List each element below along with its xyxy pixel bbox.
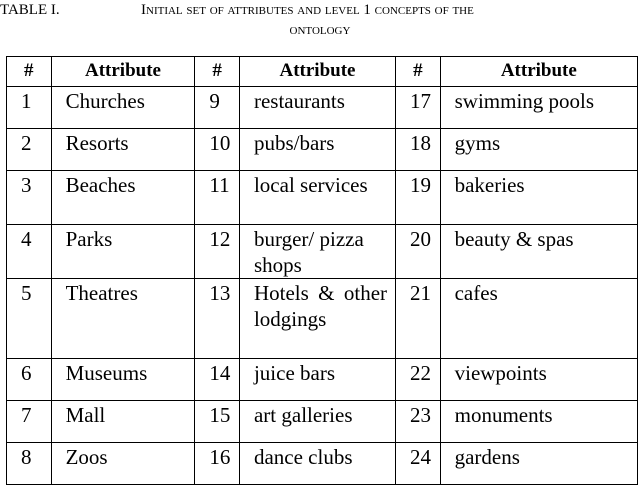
attribute-cell: gardens (440, 443, 637, 485)
table-row (7, 171, 638, 225)
row-number: 12 (195, 225, 240, 279)
attribute-cell: beauty & spas (440, 225, 637, 279)
attribute-cell: gyms (440, 129, 637, 171)
row-number: 9 (195, 87, 240, 129)
table-row (7, 359, 638, 401)
table-title-line1: Initial set of attributes and level 1 concepts of the (141, 2, 474, 18)
table-row (7, 279, 638, 359)
attribute-cell: Theatres (51, 279, 195, 359)
row-number: 14 (195, 359, 240, 401)
attribute-cell: dance clubs (239, 443, 395, 485)
header-number: # (396, 57, 441, 87)
attribute-cell: cafes (440, 279, 637, 359)
row-number: 19 (396, 171, 441, 225)
row-number: 7 (7, 401, 52, 443)
header-attribute: Attribute (239, 57, 395, 87)
row-number: 22 (396, 359, 441, 401)
row-number: 4 (7, 225, 52, 279)
row-number: 5 (7, 279, 52, 359)
header-row (7, 57, 638, 87)
attribute-cell: Churches (51, 87, 195, 129)
attribute-cell: swimming pools (440, 87, 637, 129)
attributes-table (6, 56, 638, 485)
row-number: 15 (195, 401, 240, 443)
row-number: 8 (7, 443, 52, 485)
table-row (7, 129, 638, 171)
row-number: 10 (195, 129, 240, 171)
row-number: 23 (396, 401, 441, 443)
row-number: 6 (7, 359, 52, 401)
attribute-cell: Hotels & other lodgings (239, 279, 395, 359)
attribute-cell: restaurants (239, 87, 395, 129)
attribute-cell: Resorts (51, 129, 195, 171)
attribute-cell: art galleries (239, 401, 395, 443)
row-number: 13 (195, 279, 240, 359)
table-title-line2: ontology (289, 22, 351, 38)
attribute-cell: Parks (51, 225, 195, 279)
row-number: 2 (7, 129, 52, 171)
row-number: 11 (195, 171, 240, 225)
attribute-cell: Beaches (51, 171, 195, 225)
attribute-cell: juice bars (239, 359, 395, 401)
row-number: 24 (396, 443, 441, 485)
row-number: 3 (7, 171, 52, 225)
attribute-cell: viewpoints (440, 359, 637, 401)
row-number: 17 (396, 87, 441, 129)
table-row (7, 401, 638, 443)
attribute-cell: pubs/bars (239, 129, 395, 171)
header-attribute: Attribute (440, 57, 637, 87)
table-label: TABLE I. (0, 2, 60, 18)
header-number: # (7, 57, 52, 87)
table-row (7, 443, 638, 485)
attribute-cell: local services (239, 171, 395, 225)
header-attribute: Attribute (51, 57, 195, 87)
table-row (7, 225, 638, 279)
attribute-cell: monuments (440, 401, 637, 443)
row-number: 21 (396, 279, 441, 359)
header-number: # (195, 57, 240, 87)
attribute-cell: Zoos (51, 443, 195, 485)
row-number: 18 (396, 129, 441, 171)
table-row (7, 87, 638, 129)
attribute-cell: Mall (51, 401, 195, 443)
row-number: 16 (195, 443, 240, 485)
attribute-cell: burger/ pizza shops (239, 225, 395, 279)
row-number: 20 (396, 225, 441, 279)
attribute-cell: Museums (51, 359, 195, 401)
row-number: 1 (7, 87, 52, 129)
attribute-cell: bakeries (440, 171, 637, 225)
